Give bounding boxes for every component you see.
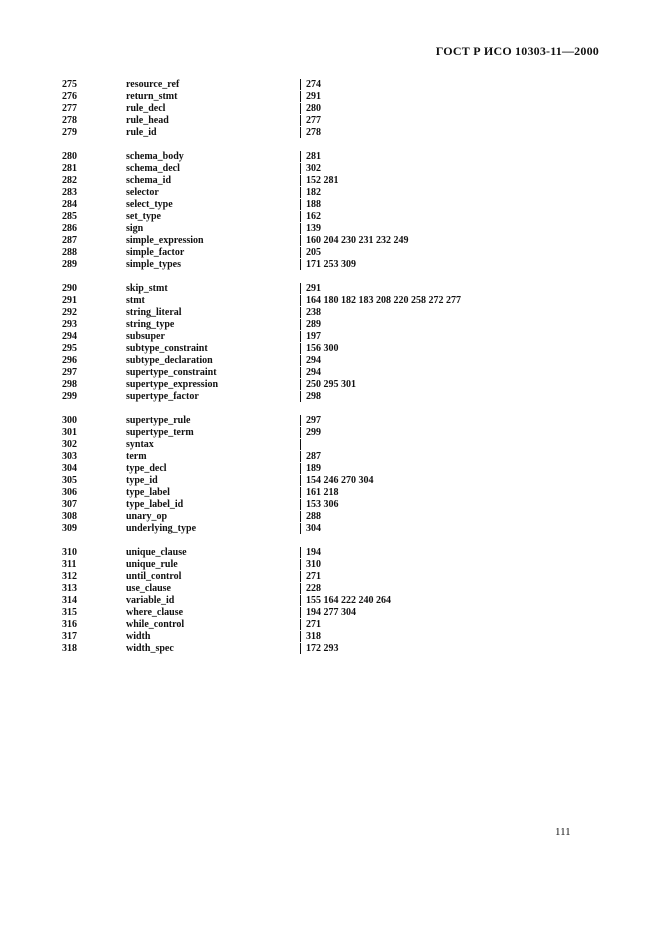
index-row xyxy=(62,499,542,511)
rule-number: 309 xyxy=(62,523,77,534)
rule-name: while_control xyxy=(126,619,185,630)
rule-number: 289 xyxy=(62,259,77,270)
rule-number: 291 xyxy=(62,295,77,306)
rule-name: schema_body xyxy=(126,151,184,162)
index-row xyxy=(62,127,542,139)
index-group xyxy=(62,547,542,655)
rule-name: simple_factor xyxy=(126,247,185,258)
rule-references: 297 xyxy=(300,415,321,426)
rule-references: 294 xyxy=(300,367,321,378)
index-row xyxy=(62,151,542,163)
index-row xyxy=(62,571,542,583)
rule-number: 302 xyxy=(62,439,77,450)
index-row xyxy=(62,295,542,307)
index-row xyxy=(62,79,542,91)
rule-references: 164 180 182 183 208 220 258 272 277 xyxy=(300,295,461,306)
rule-number: 300 xyxy=(62,415,77,426)
rule-name: supertype_term xyxy=(126,427,194,438)
rule-references: 205 xyxy=(300,247,321,258)
index-group xyxy=(62,79,542,139)
rule-name: resource_ref xyxy=(126,79,180,90)
rule-name: unique_clause xyxy=(126,547,187,558)
rule-number: 316 xyxy=(62,619,77,630)
rule-number: 308 xyxy=(62,511,77,522)
rule-name: variable_id xyxy=(126,595,175,606)
rule-number: 283 xyxy=(62,187,77,198)
rule-number: 275 xyxy=(62,79,77,90)
rule-name: term xyxy=(126,451,147,462)
rule-references xyxy=(300,439,306,450)
rule-references: 271 xyxy=(300,571,321,582)
index-row xyxy=(62,331,542,343)
rule-name: supertype_constraint xyxy=(126,367,217,378)
rule-references: 238 xyxy=(300,307,321,318)
index-row xyxy=(62,463,542,475)
rule-name: schema_id xyxy=(126,175,171,186)
rule-number: 306 xyxy=(62,487,77,498)
rule-name: use_clause xyxy=(126,583,171,594)
rule-number: 310 xyxy=(62,547,77,558)
rule-number: 284 xyxy=(62,199,77,210)
rule-references: 291 xyxy=(300,91,321,102)
rule-references: 194 xyxy=(300,547,321,558)
rule-name: simple_expression xyxy=(126,235,204,246)
rule-references: 304 xyxy=(300,523,321,534)
rule-name: type_decl xyxy=(126,463,167,474)
rule-name: unary_op xyxy=(126,511,168,522)
rule-name: string_type xyxy=(126,319,175,330)
rule-references: 250 295 301 xyxy=(300,379,356,390)
rule-number: 317 xyxy=(62,631,77,642)
rule-name: rule_decl xyxy=(126,103,166,114)
rule-name: string_literal xyxy=(126,307,182,318)
index-row xyxy=(62,643,542,655)
rule-name: supertype_expression xyxy=(126,379,219,390)
rule-name: sign xyxy=(126,223,144,234)
rule-number: 301 xyxy=(62,427,77,438)
index-row xyxy=(62,439,542,451)
rule-name: rule_id xyxy=(126,127,157,138)
rule-references: 291 xyxy=(300,283,321,294)
rule-name: supertype_rule xyxy=(126,415,191,426)
index-row xyxy=(62,355,542,367)
rule-name: width_spec xyxy=(126,643,174,654)
rule-number: 311 xyxy=(62,559,77,570)
rule-number: 285 xyxy=(62,211,77,222)
rule-references: 299 xyxy=(300,427,321,438)
rule-references: 310 xyxy=(300,559,321,570)
index-row xyxy=(62,607,542,619)
index-row xyxy=(62,235,542,247)
rule-references: 188 xyxy=(300,199,321,210)
rule-name: type_label_id xyxy=(126,499,184,510)
index-row xyxy=(62,367,542,379)
index-row xyxy=(62,319,542,331)
rule-references: 154 246 270 304 xyxy=(300,475,374,486)
rule-number: 288 xyxy=(62,247,77,258)
index-group xyxy=(62,151,542,271)
rule-number: 303 xyxy=(62,451,77,462)
index-row xyxy=(62,187,542,199)
rule-number: 293 xyxy=(62,319,77,330)
index-row xyxy=(62,211,542,223)
rule-number: 298 xyxy=(62,379,77,390)
rule-references: 289 xyxy=(300,319,321,330)
rule-references: 288 xyxy=(300,511,321,522)
index-row xyxy=(62,391,542,403)
rule-references: 152 281 xyxy=(300,175,339,186)
rule-name: underlying_type xyxy=(126,523,197,534)
rule-number: 280 xyxy=(62,151,77,162)
rule-references: 161 218 xyxy=(300,487,339,498)
document-header: ГОСТ Р ИСО 10303-11—2000 xyxy=(435,44,599,58)
rule-name: stmt xyxy=(126,295,145,306)
rule-name: syntax xyxy=(126,439,154,450)
rule-name: subtype_declaration xyxy=(126,355,213,366)
index-row xyxy=(62,475,542,487)
index-row xyxy=(62,307,542,319)
index-group xyxy=(62,415,542,535)
rule-number: 312 xyxy=(62,571,77,582)
index-row xyxy=(62,451,542,463)
rule-references: 271 xyxy=(300,619,321,630)
index-row xyxy=(62,223,542,235)
index-row xyxy=(62,259,542,271)
rule-name: skip_stmt xyxy=(126,283,168,294)
rule-references: 228 xyxy=(300,583,321,594)
index-row xyxy=(62,163,542,175)
rule-number: 296 xyxy=(62,355,77,366)
rule-number: 304 xyxy=(62,463,77,474)
rule-name: type_label xyxy=(126,487,170,498)
rule-number: 297 xyxy=(62,367,77,378)
rule-number: 277 xyxy=(62,103,77,114)
page-number: 111 xyxy=(555,826,571,838)
index-row xyxy=(62,199,542,211)
rule-name: until_control xyxy=(126,571,182,582)
rule-references: 182 xyxy=(300,187,321,198)
rule-name: return_stmt xyxy=(126,91,178,102)
rule-references: 298 xyxy=(300,391,321,402)
index-row xyxy=(62,91,542,103)
rule-references: 197 xyxy=(300,331,321,342)
rule-references: 287 xyxy=(300,451,321,462)
index-row xyxy=(62,103,542,115)
index-row xyxy=(62,415,542,427)
rule-references: 160 204 230 231 232 249 xyxy=(300,235,409,246)
rule-name: simple_types xyxy=(126,259,181,270)
index-row xyxy=(62,595,542,607)
rule-number: 294 xyxy=(62,331,77,342)
rule-name: where_clause xyxy=(126,607,184,618)
rule-number: 290 xyxy=(62,283,77,294)
rule-number: 286 xyxy=(62,223,77,234)
index-group xyxy=(62,283,542,403)
rule-number: 305 xyxy=(62,475,77,486)
index-row xyxy=(62,343,542,355)
rule-references: 155 164 222 240 264 xyxy=(300,595,391,606)
index-row xyxy=(62,115,542,127)
index-row xyxy=(62,619,542,631)
rule-name: subtype_constraint xyxy=(126,343,208,354)
rule-references: 302 xyxy=(300,163,321,174)
rule-name: supertype_factor xyxy=(126,391,199,402)
rule-number: 318 xyxy=(62,643,77,654)
rule-name: set_type xyxy=(126,211,161,222)
rule-name: rule_head xyxy=(126,115,169,126)
rule-name: schema_decl xyxy=(126,163,180,174)
rule-references: 318 xyxy=(300,631,321,642)
rule-number: 278 xyxy=(62,115,77,126)
index-row xyxy=(62,427,542,439)
index-row xyxy=(62,379,542,391)
index-row xyxy=(62,487,542,499)
rule-number: 313 xyxy=(62,583,77,594)
index-row xyxy=(62,175,542,187)
rule-name: unique_rule xyxy=(126,559,178,570)
rule-references: 171 253 309 xyxy=(300,259,356,270)
index-row xyxy=(62,523,542,535)
rule-name: selector xyxy=(126,187,159,198)
rule-references: 194 277 304 xyxy=(300,607,356,618)
rule-number: 292 xyxy=(62,307,77,318)
rule-references: 294 xyxy=(300,355,321,366)
index-row xyxy=(62,511,542,523)
rule-references: 281 xyxy=(300,151,321,162)
rule-name: width xyxy=(126,631,151,642)
rule-references: 280 xyxy=(300,103,321,114)
index-row xyxy=(62,631,542,643)
rule-name: subsuper xyxy=(126,331,165,342)
rule-references: 189 xyxy=(300,463,321,474)
rule-number: 295 xyxy=(62,343,77,354)
rule-name: type_id xyxy=(126,475,158,486)
cross-reference-index xyxy=(62,79,542,667)
rule-references: 172 293 xyxy=(300,643,339,654)
index-row xyxy=(62,583,542,595)
rule-references: 277 xyxy=(300,115,321,126)
rule-references: 162 xyxy=(300,211,321,222)
rule-number: 281 xyxy=(62,163,77,174)
rule-number: 307 xyxy=(62,499,77,510)
rule-references: 139 xyxy=(300,223,321,234)
rule-number: 315 xyxy=(62,607,77,618)
index-row xyxy=(62,559,542,571)
rule-name: select_type xyxy=(126,199,173,210)
rule-number: 276 xyxy=(62,91,77,102)
rule-number: 282 xyxy=(62,175,77,186)
index-row xyxy=(62,247,542,259)
rule-number: 287 xyxy=(62,235,77,246)
rule-references: 153 306 xyxy=(300,499,339,510)
rule-number: 314 xyxy=(62,595,77,606)
index-row xyxy=(62,547,542,559)
rule-references: 274 xyxy=(300,79,321,90)
rule-number: 299 xyxy=(62,391,77,402)
rule-references: 156 300 xyxy=(300,343,339,354)
rule-number: 279 xyxy=(62,127,77,138)
index-row xyxy=(62,283,542,295)
rule-references: 278 xyxy=(300,127,321,138)
